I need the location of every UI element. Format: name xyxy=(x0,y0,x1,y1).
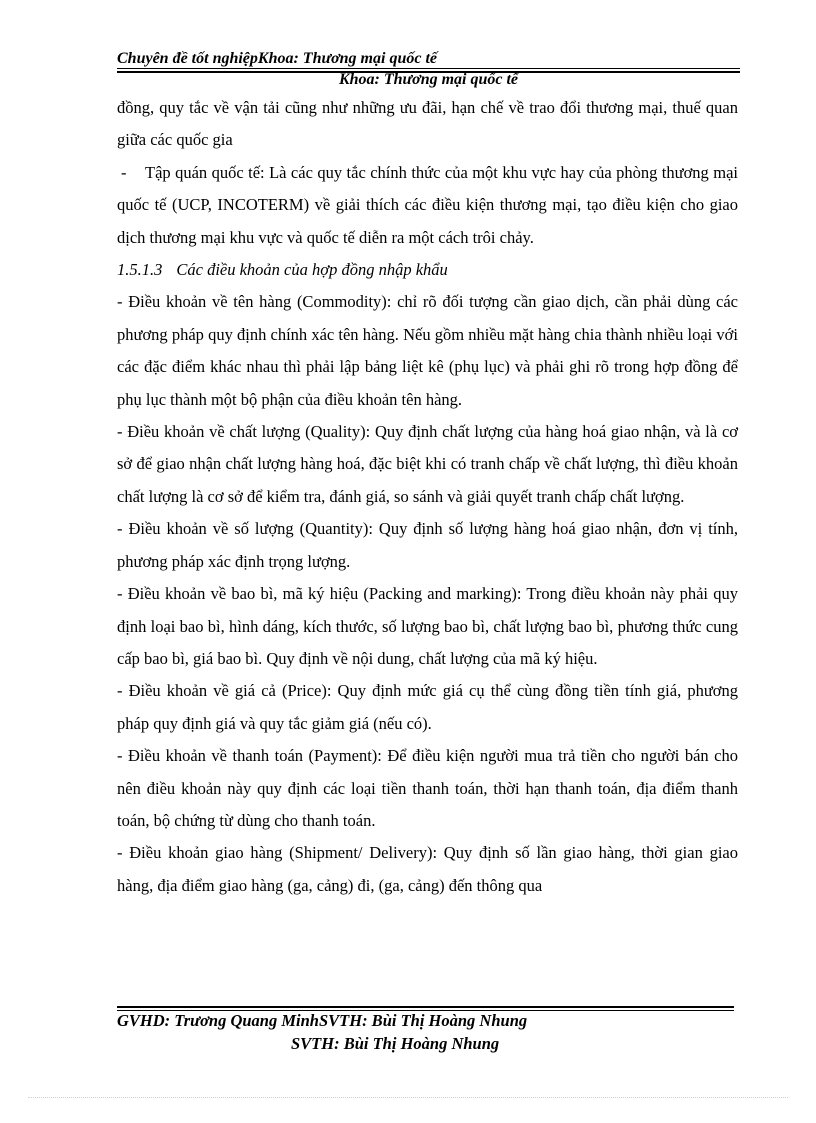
paragraph-quantity: - Điều khoản về số lượng (Quantity): Quy định số lượng hàng hoá giao nhận, đơn vị tính, phương pháp xác định trọng lượng. xyxy=(117,519,738,571)
section-heading xyxy=(117,254,738,286)
footer-student: SVTH: Bùi Thị Hoàng Nhung xyxy=(291,1034,500,1053)
header-title: Chuyên đề tốt nghiệpKhoa: Thương mại quốc tế xyxy=(117,50,437,67)
section-title: Các điều khoản của hợp đồng nhập khẩu xyxy=(176,260,448,280)
paragraph-packing: - Điều khoản về bao bì, mã ký hiệu (Packing and marking): Trong điều khoản này phải quy định loại bao bì, hình dáng, kích thước, số lượng bao bì, chất lượng bao bì, phương thức cung cấp bao bì, giá bao bì. Quy định về nội dung, chất lượng của mã ký hiệu. xyxy=(117,584,738,668)
page-bottom-edge xyxy=(28,1097,788,1098)
footer-rule-thick xyxy=(117,1006,734,1008)
paragraph-quality: - Điều khoản về chất lượng (Quality): Quy định chất lượng của hàng hoá giao nhận, và là cơ sở để giao nhận chất lượng hàng hoá, đặc biệt khi có tranh chấp về chất lượng, thì điều khoản chất lượng là cơ sở để kiểm tra, đánh giá, so sánh và giải quyết tranh chấp chất lượng. xyxy=(117,422,738,506)
paragraph-2-text: Tập quán quốc tế: Là các quy tắc chính thức của một khu vực hay của phòng thương mại quốc tế (UCP, INCOTERM) về giải thích các điều kiện thương mại, tạo điều kiện cho giao dịch thương mại khu vực và quốc tế diễn ra một cách trôi chảy. xyxy=(117,162,738,247)
paragraph-2 xyxy=(117,157,738,254)
paragraph-1: đồng, quy tắc về vận tải cũng như những ưu đãi, hạn chế về trao đổi thương mại, thuế quan giữa các quốc gia xyxy=(117,98,738,150)
section-number: 1.5.1.3 xyxy=(117,260,163,280)
body-text xyxy=(117,92,738,902)
header-faculty: Khoa: Thương mại quốc tế xyxy=(338,71,519,88)
paragraph-price: - Điều khoản về giá cả (Price): Quy định mức giá cụ thể cùng đồng tiền tính giá, phương pháp quy định giá và quy tắc giảm giá (nếu có). xyxy=(117,681,738,733)
footer-advisor: GVHD: Trương Quang MinhSVTH: Bùi Thị Hoàng Nhung xyxy=(117,1011,528,1030)
dash-bullet: - xyxy=(121,162,127,182)
header-rule-thin xyxy=(117,68,740,69)
paragraph-payment: - Điều khoản về thanh toán (Payment): Để điều kiện người mua trả tiền cho người bán cho nên điều khoản này quy định các loại tiền thanh toán, thời hạn thanh toán, địa điểm thanh toán, bộ chứng từ dùng cho thanh toán. xyxy=(117,746,738,830)
paragraph-commodity: - Điều khoản về tên hàng (Commodity): chỉ rõ đối tượng cần giao dịch, cần phải dùng các phương pháp quy định chính xác tên hàng. Nếu gồm nhiều mặt hàng chia thành nhiều loại với các đặc điểm khác nhau thì phải lập bảng liệt kê (phụ lục) và phải ghi rõ trong hợp đồng để phụ lục thành một bộ phận của điều khoản tên hàng. xyxy=(117,292,738,409)
paragraph-shipment: - Điều khoản giao hàng (Shipment/ Delivery): Quy định số lần giao hàng, thời gian giao hàng, địa điểm giao hàng (ga, cảng) đi, (ga, cảng) đến thông qua xyxy=(117,843,738,895)
